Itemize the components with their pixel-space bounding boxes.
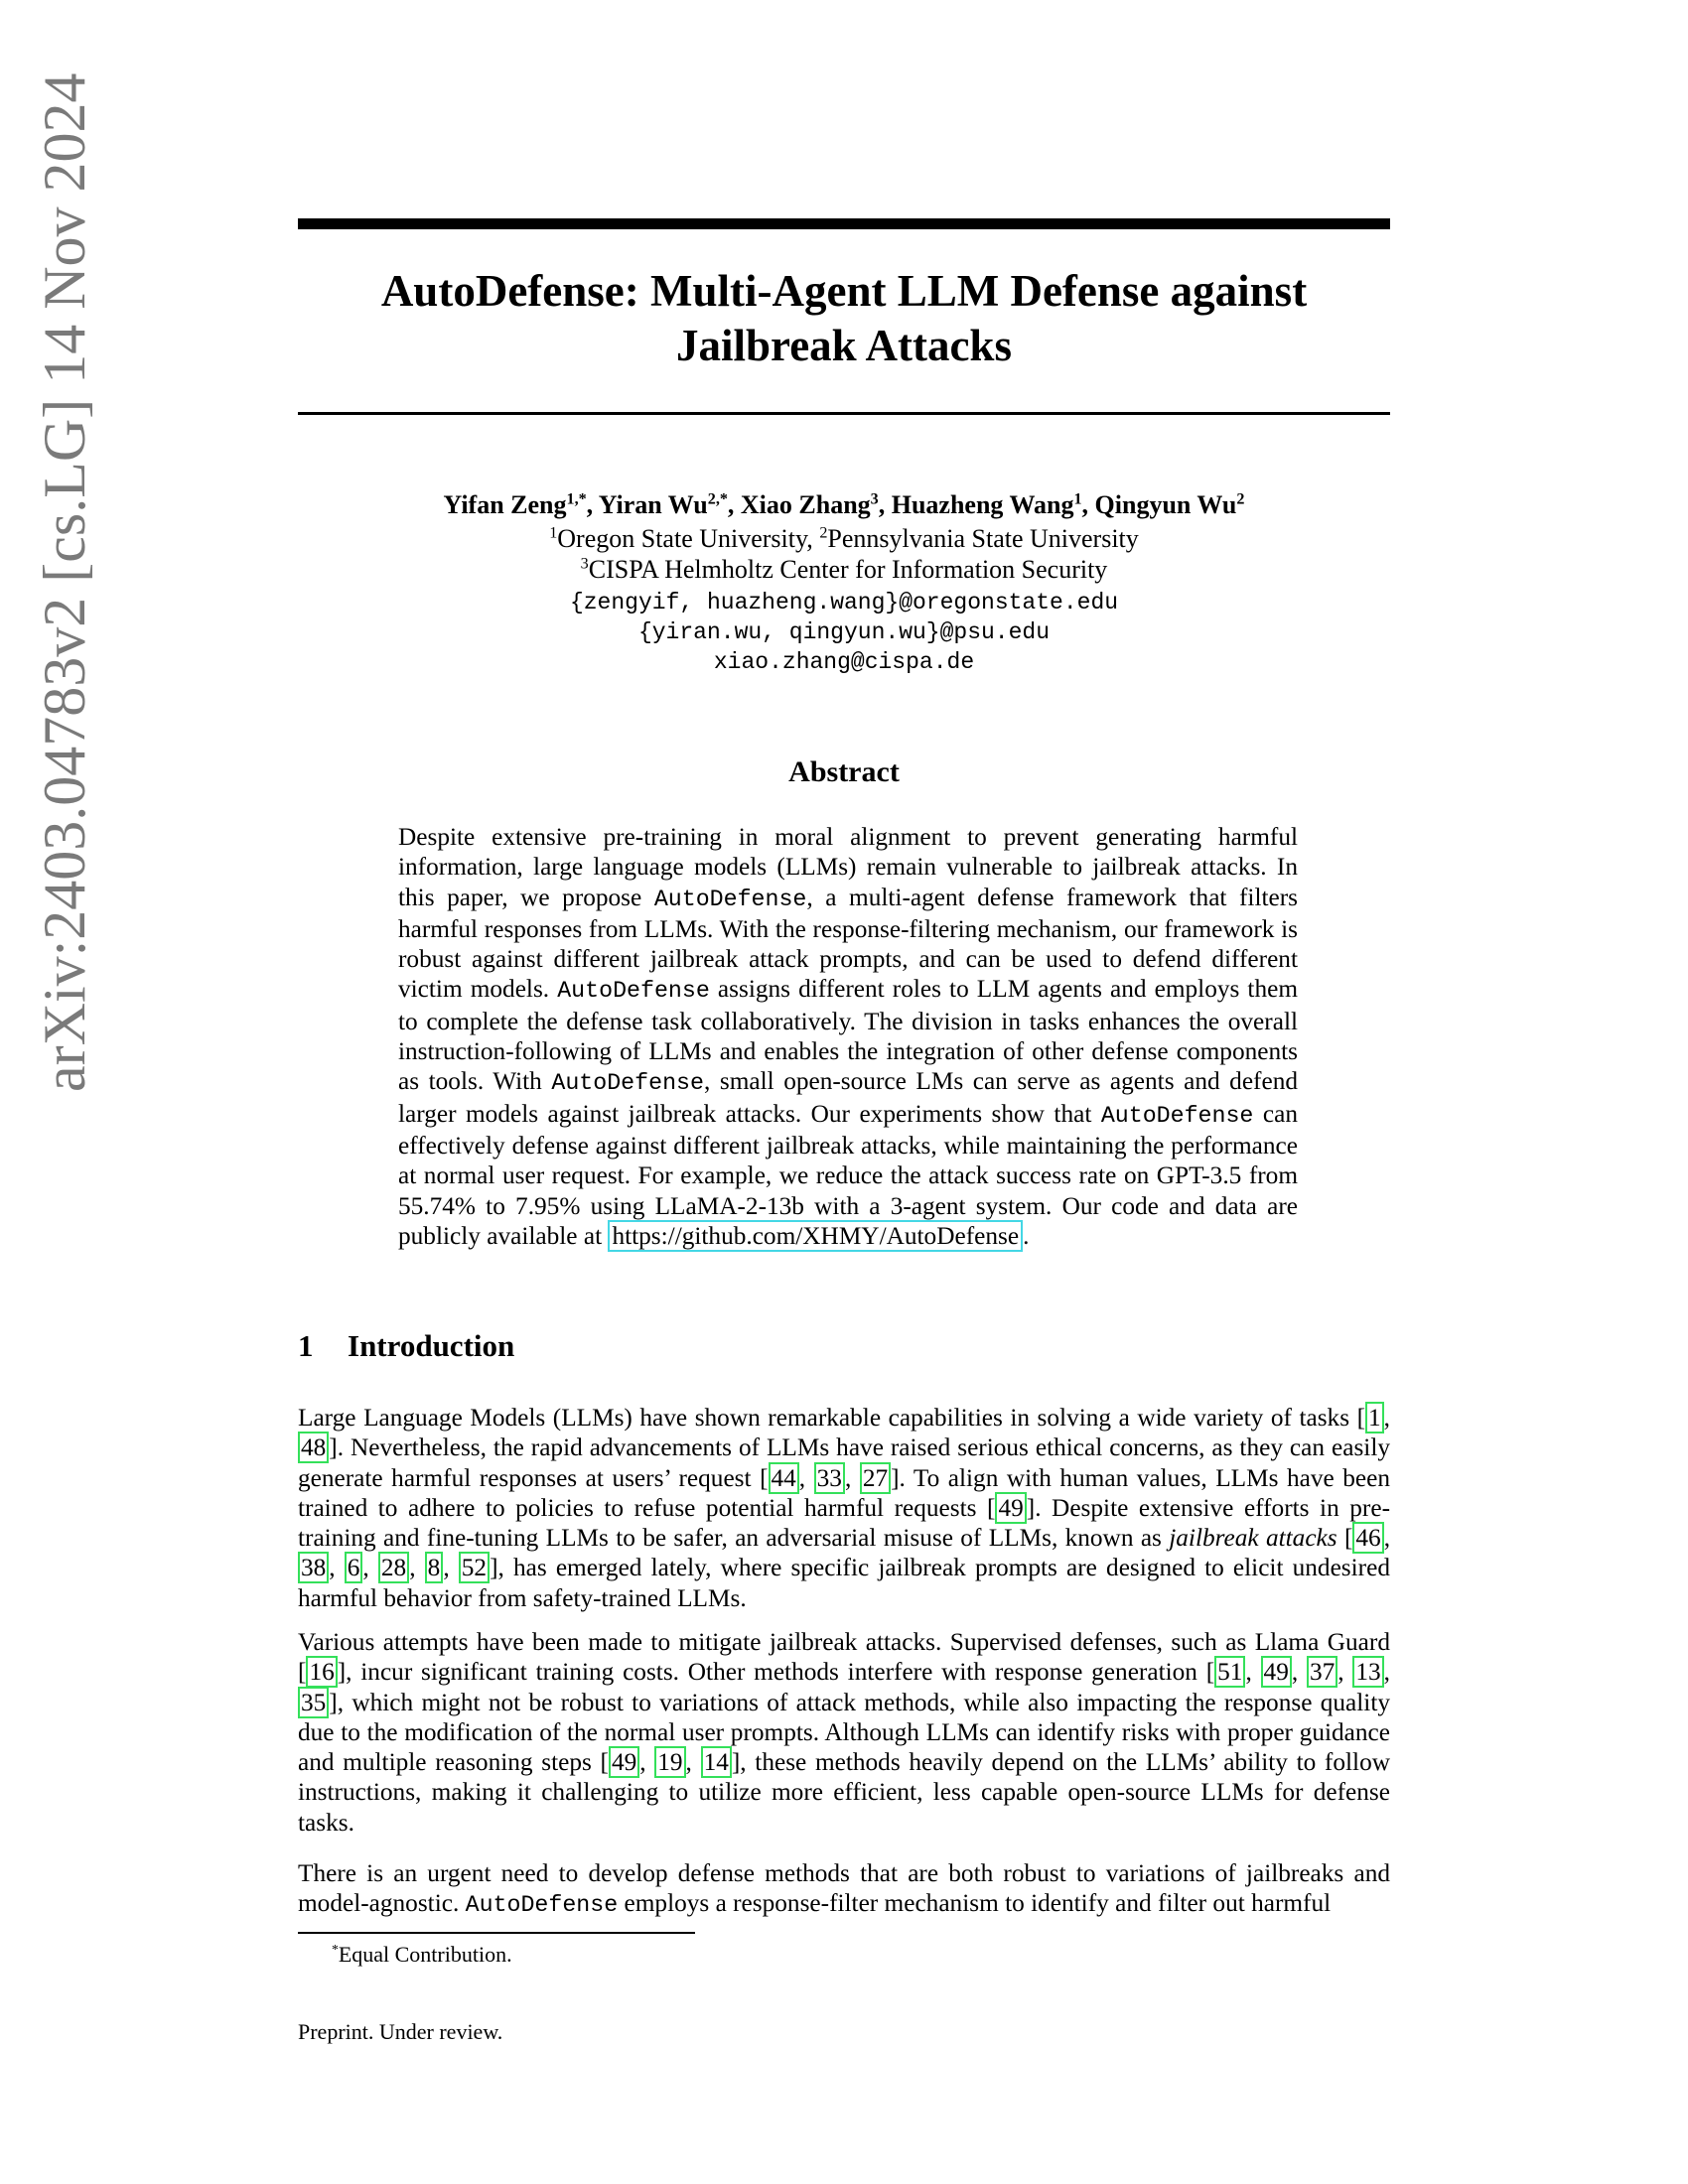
citation-link[interactable]: 49 <box>609 1746 639 1778</box>
email-line-3: xiao.zhang@cispa.de <box>713 649 975 675</box>
citation-link[interactable]: 48 <box>298 1432 329 1463</box>
email-line-2: {yiran.wu, qingyun.wu}@psu.edu <box>637 619 1051 645</box>
footnote: *Equal Contribution. <box>332 1941 512 1967</box>
section-number: 1 <box>298 1328 314 1363</box>
section-heading-introduction <box>298 1326 514 1366</box>
paper-title <box>298 264 1390 373</box>
citation-link[interactable]: 6 <box>345 1552 363 1583</box>
citation-link[interactable]: 8 <box>425 1552 444 1583</box>
citation-link[interactable]: 33 <box>814 1462 845 1494</box>
citation-link[interactable]: 37 <box>1307 1656 1337 1688</box>
citation-link[interactable]: 14 <box>701 1746 732 1778</box>
citation-link[interactable]: 35 <box>298 1687 329 1718</box>
intro-paragraph-2: Various attempts have been made to mitigate jailbreak attacks. Supervised defenses, such as Llama Guard [ 16 ], incur significant training costs. Other methods interfere with response generation [ 51 , 49 , 37 , 13 , 35 ], which might not be robust to variations of attack methods, while also impacting the response quality due to the modification of the normal user prompts. Although LLMs can identify risks with proper guidance and multiple reasoning steps [ 49 , 19 , 14 ], these methods heavily depend on the LLMs’ ability to follow instructions, making it challenging to utilize more efficient, less capable open-source LLMs for defense tasks. <box>298 1628 1390 1837</box>
system-name: AutoDefense <box>551 1070 704 1097</box>
author: Qingyun Wu$^2$ <box>1094 490 1245 519</box>
citation-link[interactable]: 16 <box>306 1656 337 1688</box>
author-list <box>298 487 1390 523</box>
system-name: AutoDefense <box>557 978 710 1005</box>
arxiv-stamp: arXiv:2403.04783v2 [cs.LG] 14 Nov 2024 <box>32 72 97 1092</box>
abstract-heading: Abstract <box>788 755 900 788</box>
title-rule-bottom <box>298 412 1390 415</box>
citation-link[interactable]: 52 <box>459 1552 490 1583</box>
abstract-body: Despite extensive pre-training in moral alignment to prevent generating harmful information, large language models (LLMs) remain vulnerable to jailbreak attacks. In this paper, we propose AutoDefense, a multi-agent defense framework that filters harmful responses from LLMs. With the response-filtering mechanism, our framework is robust against different jailbreak attack prompts, and can be used to defend different victim models. AutoDefense assigns different roles to LLM agents and employs them to complete the defense task collaboratively. The division in tasks enhances the overall instruction-following of LLMs and enables the integration of other defense components as tools. With AutoDefense, small open-source LMs can serve as agents and defend larger models against jailbreak attacks. Our experiments show that AutoDefense can effectively defense against different jailbreak attacks, while maintaining the performance at normal user request. For example, we reduce the attack success rate on GPT-3.5 from 55.74% to 7.95% using LLaMA-2-13b with a 3-agent system. Our code and data are publicly available at https://github.com/XHMY/AutoDefense . <box>398 823 1299 1250</box>
citation-link[interactable]: 1 <box>1365 1402 1384 1433</box>
citation-link[interactable]: 46 <box>1352 1522 1383 1554</box>
affiliation-line-1: $^1$Oregon State University, $^2$Pennsylvania State University <box>549 524 1139 553</box>
citation-link[interactable]: 44 <box>769 1462 799 1494</box>
affiliation-line-2: $^3$CISPA Helmholtz Center for Information Security <box>580 555 1108 584</box>
system-name: AutoDefense <box>1100 1102 1254 1129</box>
paper-title-line-1: AutoDefense: Multi-Agent LLM Defense against <box>380 266 1308 316</box>
author: Yifan Zeng$^{1,*}$, <box>443 490 599 519</box>
section-title: Introduction <box>348 1328 515 1363</box>
intro-paragraph-3: There is an urgent need to develop defense methods that are both robust to variations of jailbreaks and model-agnostic. AutoDefense employs a response-filter mechanism to identify and filter out harmful <box>298 1859 1390 1919</box>
citation-link[interactable]: 19 <box>654 1746 685 1778</box>
citation-link[interactable]: 49 <box>1261 1656 1292 1688</box>
title-rule-top <box>298 218 1390 229</box>
repository-link[interactable]: https://github.com/XHMY/AutoDefense <box>608 1220 1023 1252</box>
citation-link[interactable]: 28 <box>378 1552 409 1583</box>
author: Xiao Zhang$^3$, <box>740 490 892 519</box>
citation-link[interactable]: 38 <box>298 1552 329 1583</box>
author: Yiran $Wu^{2,*}$, <box>598 490 741 519</box>
preprint-note: Preprint. Under review. <box>298 2019 503 2044</box>
intro-paragraph-1: Large Language Models (LLMs) have shown remarkable capabilities in solving a wide variety of tasks [ 1 , 48 ]. Nevertheless, the rapid advancements of LLMs have raised serious ethical concerns, as they can easily generate harmful responses at users’ request [ 44 , 33 , 27 ]. To align with human values, LLMs have been trained to adhere to policies to refuse potential harmful requests [ 49 ]. Despite extensive efforts in pre-training and fine-tuning LLMs to be safer, an adversarial misuse of LLMs, known as jailbreak attacks [ 46 , 38 , 6 , 28 , 8 , 52 ], has emerged lately, where specific jailbreak prompts are designed to elicit undesired harmful behavior from safety-trained LLMs. <box>298 1404 1391 1612</box>
author: Huazheng Wang$^1$, <box>891 490 1095 519</box>
emphasis-term: jailbreak attacks <box>1169 1524 1337 1553</box>
paper-title-line-2: Jailbreak Attacks <box>676 321 1012 370</box>
email-line-1: {zengyif, huazheng.wang}@oregonstate.edu <box>569 590 1119 615</box>
citation-link[interactable]: 27 <box>860 1462 891 1494</box>
footnote-rule <box>298 1932 695 1934</box>
citation-link[interactable]: 49 <box>995 1492 1026 1524</box>
system-name: AutoDefense <box>465 1892 619 1919</box>
citation-link[interactable]: 51 <box>1214 1656 1245 1688</box>
citation-link[interactable]: 13 <box>1352 1656 1383 1688</box>
system-name: AutoDefense <box>653 886 807 912</box>
